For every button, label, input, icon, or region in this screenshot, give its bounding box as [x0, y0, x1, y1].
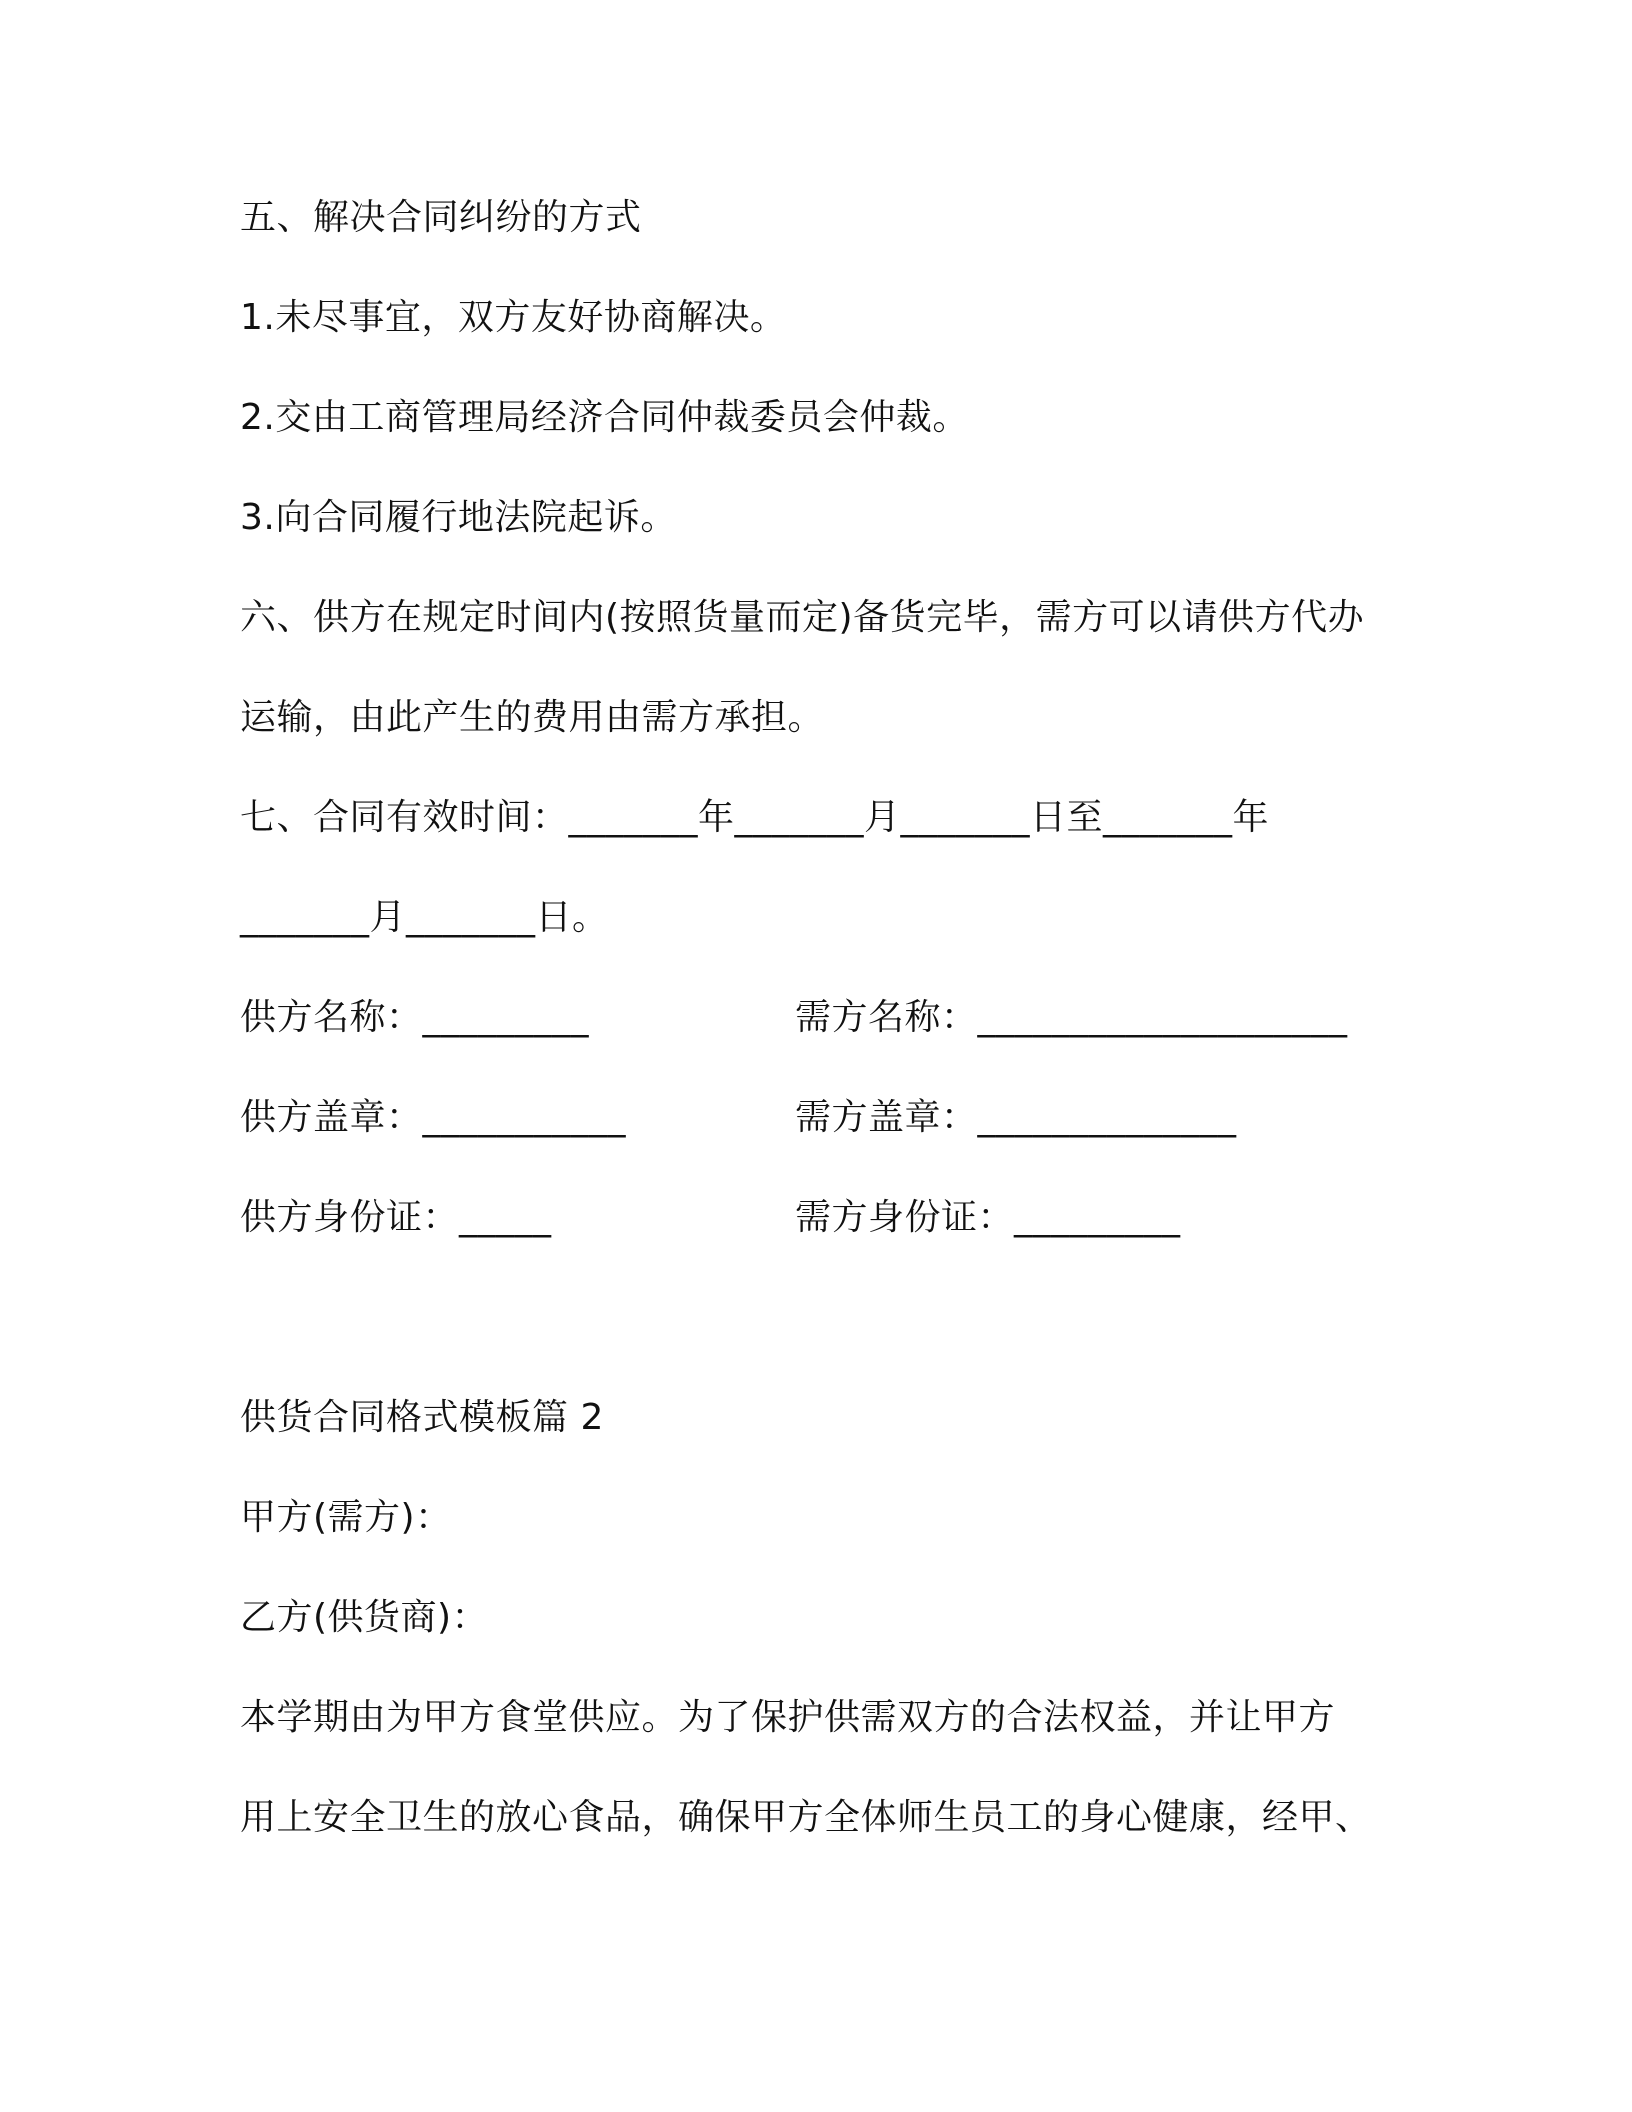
section-6-line-2: 运输，由此产生的费用由需方承担。	[240, 697, 825, 738]
party-b-label: 乙方(供货商)：	[240, 1597, 489, 1638]
section-6-line-1: 六、供方在规定时间内(按照货量而定)备货完毕，需方可以请供方代办	[240, 597, 1365, 638]
buyer-seal-field: 需方盖章：______________	[795, 1097, 1237, 1138]
section-5-item-3: 3.向合同履行地法院起诉。	[240, 497, 677, 538]
contract-2-paragraph-line-2: 用上安全卫生的放心食品，确保甲方全体师生员工的身心健康，经甲、	[240, 1797, 1372, 1838]
section-7-line-1: 七、合同有效时间：_______年_______月_______日至_______年	[240, 797, 1270, 838]
supplier-id-field: 供方身份证：_____	[240, 1197, 552, 1238]
supplier-seal-field: 供方盖章：___________	[240, 1097, 627, 1138]
section-5-item-2: 2.交由工商管理局经济合同仲裁委员会仲裁。	[240, 397, 969, 438]
buyer-name-field: 需方名称：____________________	[795, 997, 1348, 1038]
section-5-item-1: 1.未尽事宜，双方友好协商解决。	[240, 297, 787, 338]
buyer-id-field: 需方身份证：_________	[795, 1197, 1181, 1238]
contract-2-title: 供货合同格式模板篇 2	[240, 1397, 604, 1438]
contract-2-paragraph-line-1: 本学期由为甲方食堂供应。为了保护供需双方的合法权益，并让甲方	[240, 1697, 1336, 1738]
supplier-name-field: 供方名称：_________	[240, 997, 590, 1038]
section-7-line-2: _______月_______日。	[240, 897, 609, 938]
section-5-heading: 五、解决合同纠纷的方式	[240, 197, 642, 238]
party-a-label: 甲方(需方)：	[240, 1497, 452, 1538]
